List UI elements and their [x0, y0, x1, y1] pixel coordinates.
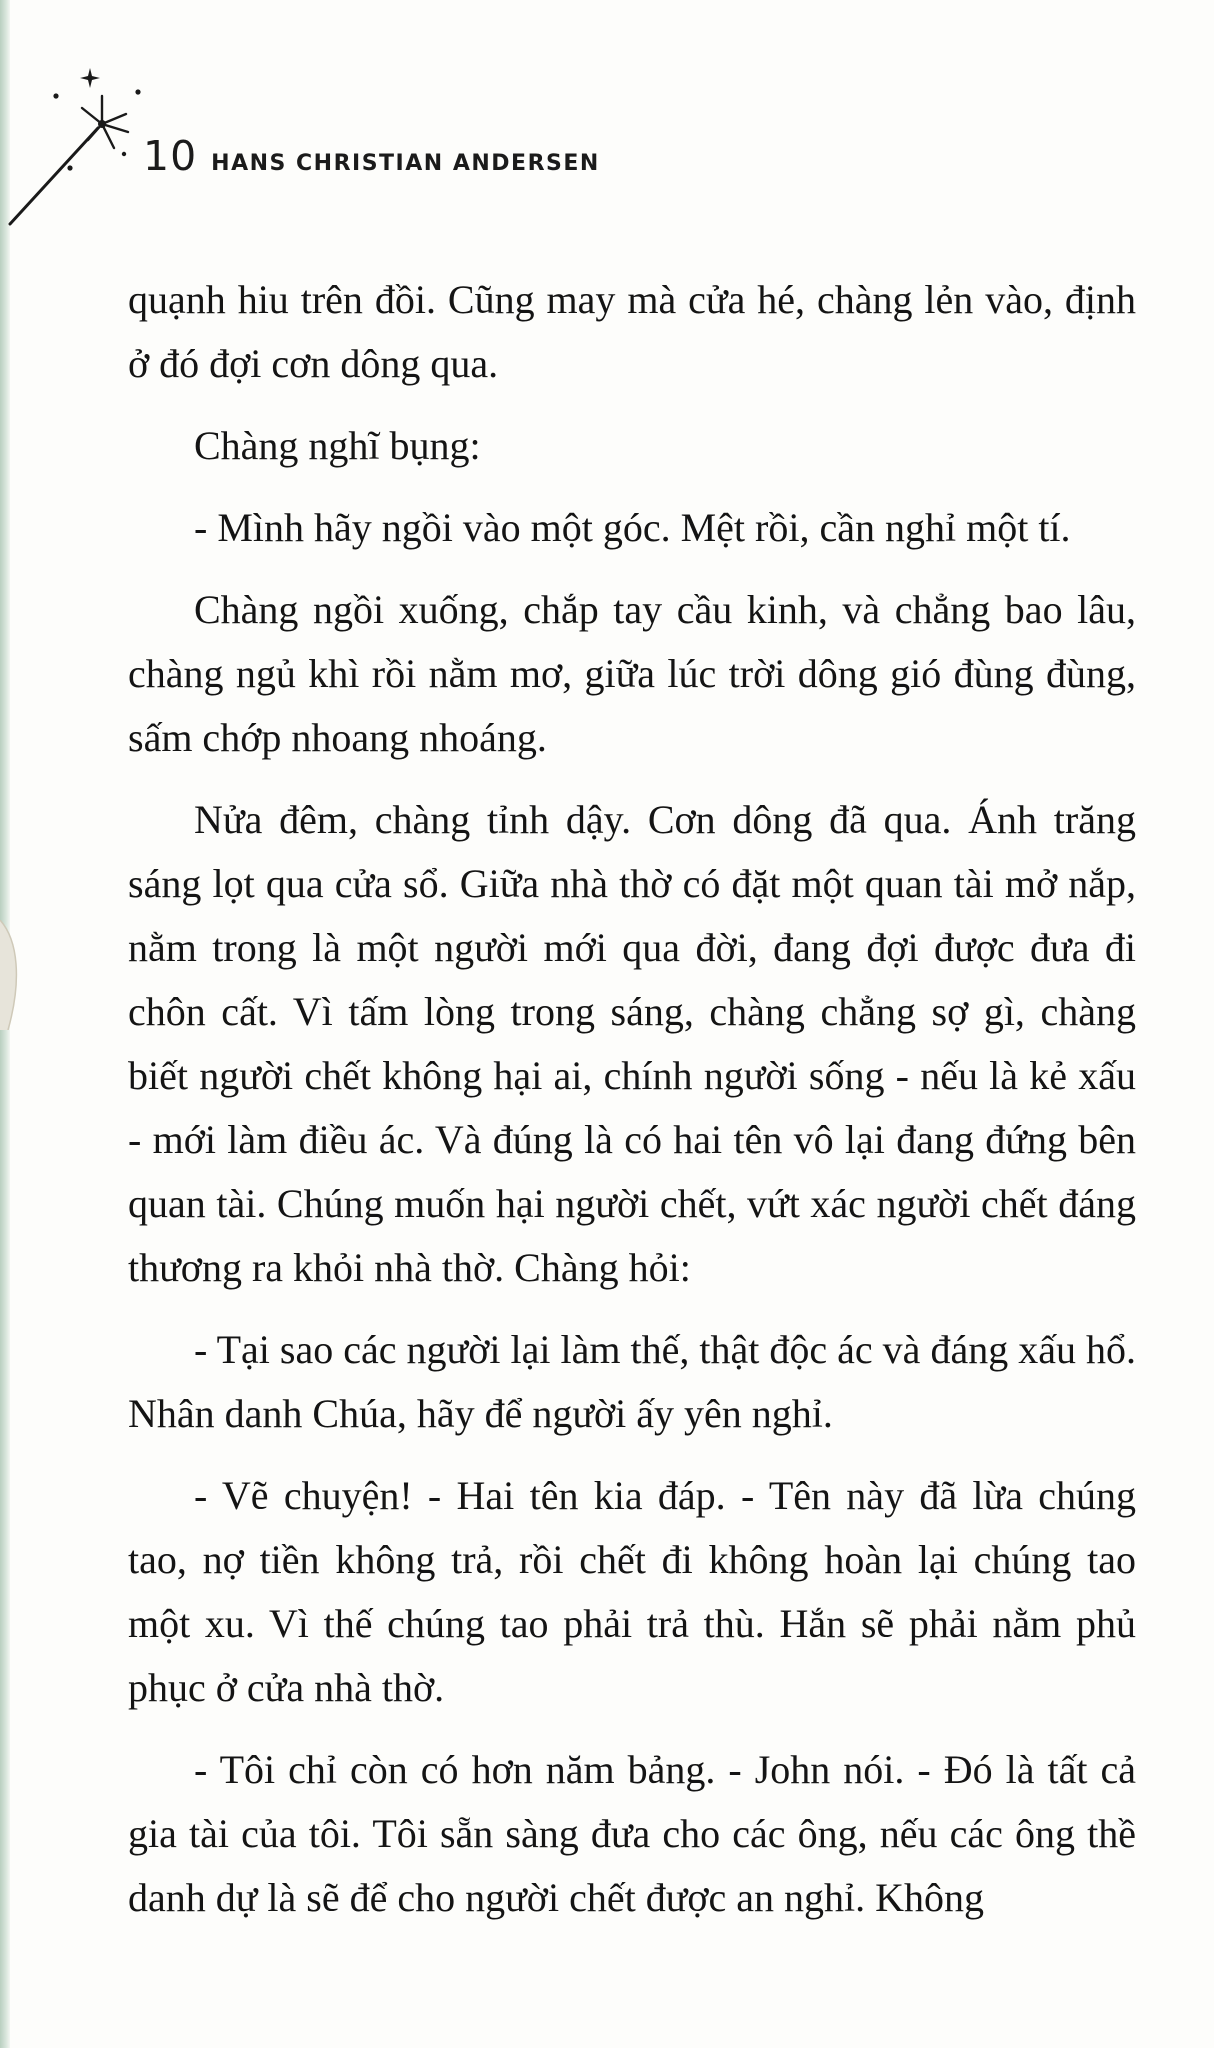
paragraph-dialogue: - Vẽ chuyện! - Hai tên kia đáp. - Tên này đã lừa chúng tao, nợ tiền không trả, rồi chết đi không hoàn lại chúng tao một xu. Vì thế chúng tao phải trả thù. Hắn sẽ phải nằm phủ phục ở cửa nhà thờ. — [128, 1473, 1136, 1710]
paragraph-continuation: quạnh hiu trên đồi. Cũng may mà cửa hé, chàng lẻn vào, định ở đó đợi cơn dông qua. — [128, 277, 1136, 386]
paragraph: Nửa đêm, chàng tỉnh dậy. Cơn dông đã qua. Ánh trăng sáng lọt qua cửa sổ. Giữa nhà thờ có đặt một quan tài mở nắp, nằm trong là một người mới qua đời, đang đợi được đưa đi chôn cất. Vì tấm lòng trong sáng, chàng chẳng sợ gì, chàng biết người chết không hại ai, chính người sống - nếu là kẻ xấu - mới làm điều ác. Và đúng là có hai tên vô lại đang đứng bên quan tài. Chúng muốn hại người chết, vứt xác người chết đáng thương ra khỏi nhà thờ. Chàng hỏi: — [128, 797, 1136, 1290]
page-number: 10 — [143, 132, 198, 180]
header-author: HANS CHRISTIAN ANDERSEN — [211, 151, 600, 176]
body-text — [128, 268, 1136, 1948]
running-head — [143, 132, 600, 180]
paragraph-dialogue: - Mình hãy ngồi vào một góc. Mệt rồi, cần nghỉ một tí. — [194, 505, 1071, 550]
paragraph-dialogue: - Tôi chỉ còn có hơn năm bảng. - John nói. - Đó là tất cả gia tài của tôi. Tôi sẵn sàng đưa cho các ông, nếu các ông thề danh dự là sẽ để cho người chết được an nghỉ. Không — [128, 1747, 1136, 1920]
paragraph: Chàng ngồi xuống, chắp tay cầu kinh, và chẳng bao lâu, chàng ngủ khì rồi nằm mơ, giữa lúc trời dông gió đùng đùng, sấm chớp nhoang nhoáng. — [128, 587, 1136, 760]
page-curl-icon — [0, 920, 26, 1030]
paragraph: Chàng nghĩ bụng: — [194, 423, 481, 468]
magic-wand-sparkle-icon — [6, 60, 156, 230]
paragraph-dialogue: - Tại sao các người lại làm thế, thật độc ác và đáng xấu hổ. Nhân danh Chúa, hãy để người ấy yên nghỉ. — [128, 1327, 1136, 1436]
